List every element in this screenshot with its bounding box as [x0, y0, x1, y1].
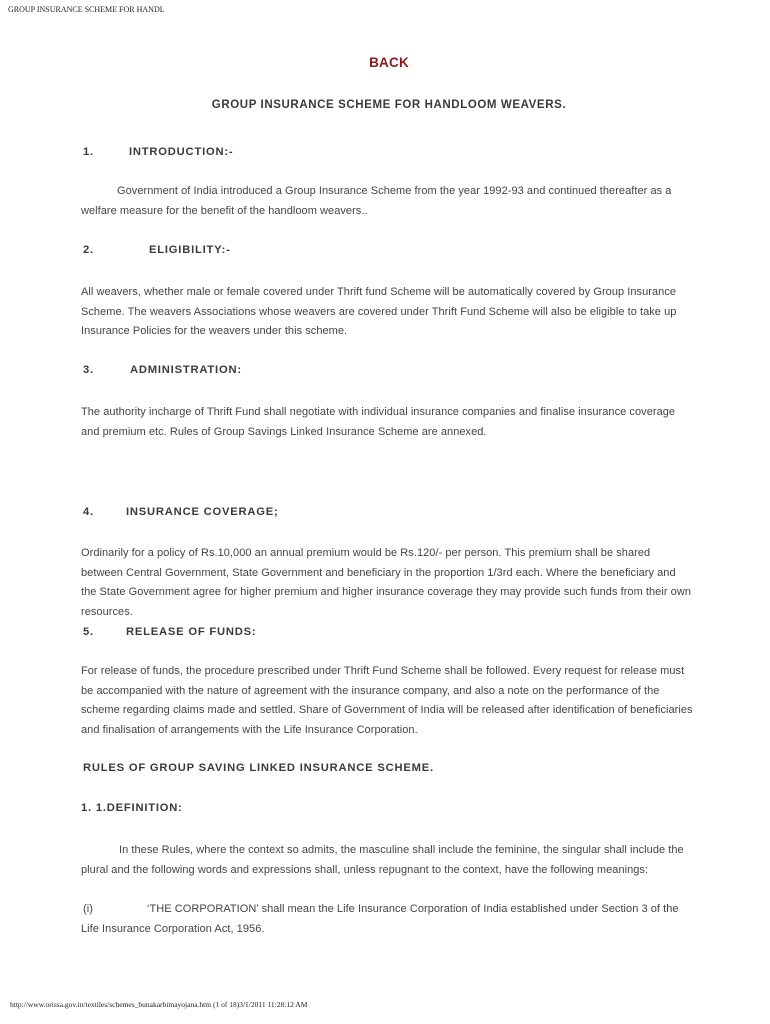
- section-number: 1.: [83, 146, 94, 158]
- section-title: ADMINISTRATION:: [130, 364, 242, 376]
- section-title: RELEASE OF FUNDS:: [126, 626, 257, 638]
- section-number: 4.: [83, 506, 94, 518]
- paragraph-text: Government of India introduced a Group Insurance Scheme from the year 1992-93 and continued thereafter as a welfare measure for the benefit of the handloom weavers..: [81, 185, 672, 217]
- paragraph-text: In these Rules, where the context so admits, the masculine shall include the feminine, the singular shall include the plural and the following words and expressions shall, unless repugnant to the context, have the following meanings:: [81, 844, 684, 876]
- clause-label: (i): [83, 903, 93, 915]
- section-heading-administration: [83, 364, 242, 376]
- section-heading-release-of-funds: [83, 626, 256, 638]
- section-body-release-of-funds: [81, 662, 693, 740]
- section-body-eligibility: [81, 283, 693, 342]
- section-number: 2.: [83, 244, 94, 256]
- running-header: GROUP INSURANCE SCHEME FOR HANDL: [8, 5, 165, 14]
- rules-heading: RULES OF GROUP SAVING LINKED INSURANCE SCHEME.: [83, 762, 434, 774]
- section-body-introduction: [81, 182, 693, 221]
- paragraph-text: For release of funds, the procedure prescribed under Thrift Fund Scheme shall be followed. Every request for release must be accompanied with the nature of agreement with the insurance company, and also a note on the performance of the scheme regarding claims made and settled. Share of Government of India will be released after identification of beneficiaries and finalisation of arrangements with the Life Insurance Corporation.: [81, 665, 693, 736]
- section-body-administration: [81, 403, 693, 442]
- section-heading-insurance-coverage: [83, 506, 279, 518]
- definition-heading: 1. 1.DEFINITION:: [81, 802, 183, 814]
- section-title: INSURANCE COVERAGE;: [126, 506, 279, 518]
- back-link[interactable]: BACK: [369, 55, 409, 70]
- clause-text: ‘THE CORPORATION’ shall mean the Life Insurance Corporation of India established under Section 3 of the Life Insurance Corporation Act, 1956.: [81, 903, 679, 935]
- section-heading-eligibility: [83, 244, 231, 256]
- footer-source-line: http://www.orissa.gov.in/textiles/schemes_bunakarbimayojana.htm (1 of 18)3/1/2011 11:28:12 AM: [10, 1000, 308, 1009]
- section-number: 5.: [83, 626, 94, 638]
- paragraph-text: The authority incharge of Thrift Fund shall negotiate with individual insurance companies and finalise insurance coverage and premium etc. Rules of Group Savings Linked Insurance Scheme are annexed.: [81, 406, 676, 438]
- section-title: ELIGIBILITY:-: [149, 244, 231, 256]
- paragraph-text: Ordinarily for a policy of Rs.10,000 an annual premium would be Rs.120/- per person. This premium shall be shared between Central Government, State Government and beneficiary in the proportion 1/3rd each. Where the beneficiary and the State Government agree for higher premium and higher insurance coverage they may provide such funds from their own resources.: [81, 547, 691, 618]
- section-title: INTRODUCTION:-: [129, 146, 234, 158]
- section-body-insurance-coverage: [81, 544, 693, 622]
- definition-body: [81, 841, 693, 880]
- clause-i: [81, 900, 693, 939]
- paragraph-text: All weavers, whether male or female covered under Thrift fund Scheme will be automatically covered by Group Insurance Scheme. The weavers Associations whose weavers are covered under Thrift Fund Scheme will also be eligible to take up Insurance Policies for the weavers under this scheme.: [81, 286, 677, 337]
- document-title: GROUP INSURANCE SCHEME FOR HANDLOOM WEAVERS.: [211, 99, 567, 111]
- section-heading-introduction: [83, 146, 233, 158]
- section-number: 3.: [83, 364, 94, 376]
